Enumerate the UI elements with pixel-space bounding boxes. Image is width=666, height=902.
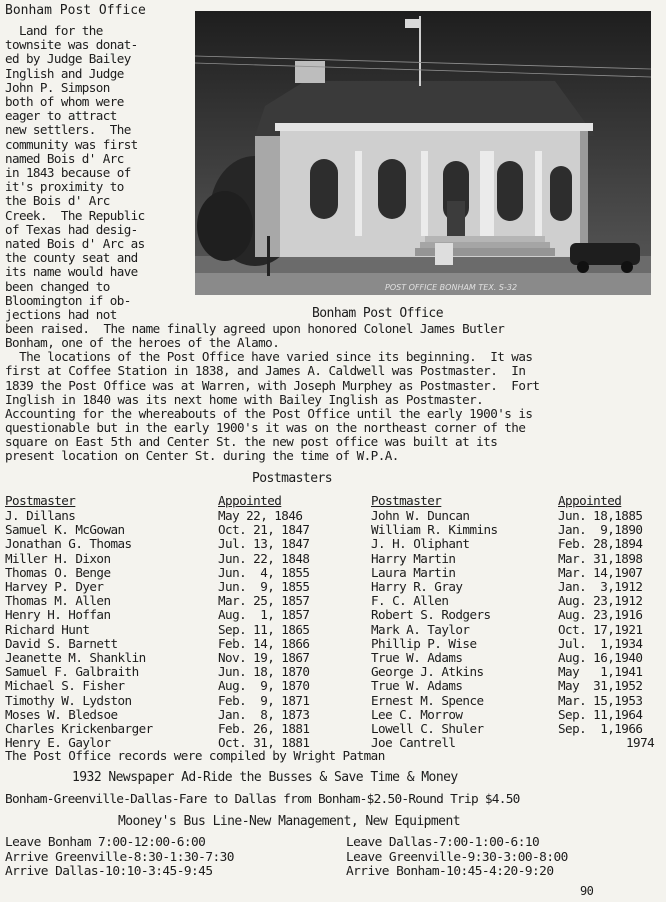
appointed-date: 1974 bbox=[626, 735, 655, 751]
intro-line: new settlers. The bbox=[5, 122, 131, 138]
intro-line: ed by Judge Bailey bbox=[5, 51, 131, 67]
postmaster-name: Lowell C. Shuler bbox=[371, 721, 484, 736]
paragraph-line: been raised. The name finally agreed upon honored Colonel James Butler bbox=[5, 321, 505, 336]
postmaster-name: Michael S. Fisher bbox=[5, 678, 125, 694]
intro-line: townsite was donat- bbox=[5, 37, 138, 53]
appointed-date: Mar. 31,1898 bbox=[558, 550, 643, 566]
postmaster-name: Jeanette M. Shanklin bbox=[5, 650, 146, 665]
appointed-date: Aug. 16,1940 bbox=[558, 650, 643, 665]
appointed-date: Jun. 22, 1848 bbox=[218, 550, 310, 566]
appointed-date: May 22, 1846 bbox=[218, 508, 303, 523]
postmaster-name: David S. Barnett bbox=[5, 635, 118, 651]
right-postmaster-header: Postmaster bbox=[371, 493, 442, 508]
appointed-date: Oct. 17,1921 bbox=[558, 621, 643, 637]
records-note: The Post Office records were compiled by Wright Patman bbox=[5, 748, 385, 763]
left-appointed-header: Appointed bbox=[218, 493, 282, 508]
postmaster-name: Mark A. Taylor bbox=[371, 621, 470, 637]
postmaster-name: True W. Adams bbox=[371, 678, 463, 694]
postmaster-name: True W. Adams bbox=[371, 650, 463, 665]
schedule-line: Arrive Bonham-10:45-4:20-9:20 bbox=[346, 864, 554, 879]
appointed-date: Nov. 19, 1867 bbox=[218, 650, 310, 665]
appointed-date: May 31,1952 bbox=[558, 678, 643, 694]
postmaster-name: Ernest M. Spence bbox=[371, 692, 484, 708]
intro-line: both of whom were bbox=[5, 94, 124, 110]
postmaster-name: Harry R. Gray bbox=[371, 579, 463, 594]
postmaster-name: Moses W. Bledsoe bbox=[5, 706, 118, 722]
appointed-date: Jul. 1,1934 bbox=[558, 635, 643, 651]
appointed-date: Sep. 11, 1865 bbox=[218, 621, 310, 637]
appointed-date: Jun. 9, 1855 bbox=[218, 579, 310, 594]
paragraph-line: Accounting for the whereabouts of the Post Office until the early 1900's is bbox=[5, 405, 533, 421]
intro-line: been changed to bbox=[5, 278, 110, 294]
postmaster-name: Henry H. Hoffan bbox=[5, 607, 111, 623]
intro-line: nated Bois d' Arc as bbox=[5, 236, 145, 252]
intro-line: it's proximity to bbox=[5, 179, 124, 195]
intro-line: of Texas had desig- bbox=[5, 221, 138, 237]
appointed-date: Feb. 26, 1881 bbox=[218, 721, 310, 736]
appointed-date: Sep. 11,1964 bbox=[558, 706, 643, 722]
intro-line: John P. Simpson bbox=[5, 79, 110, 95]
appointed-date: Jun. 18,1885 bbox=[558, 508, 643, 523]
post-office-photo bbox=[195, 11, 651, 295]
postmaster-name: Joe Cantrell bbox=[371, 735, 456, 751]
postmaster-name: F. C. Allen bbox=[371, 593, 449, 609]
schedule-line: Leave Greenville-9:30-3:00-8:00 bbox=[346, 849, 568, 865]
postmaster-name: Henry E. Gaylor bbox=[5, 735, 111, 751]
intro-line: in 1843 because of bbox=[5, 165, 131, 181]
appointed-date: Jul. 13, 1847 bbox=[218, 536, 310, 552]
postmaster-name: Lee C. Morrow bbox=[371, 706, 463, 722]
postmaster-name: Harry Martin bbox=[371, 550, 456, 566]
appointed-date: Oct. 31, 1881 bbox=[218, 735, 310, 751]
left-postmaster-header: Postmaster bbox=[5, 493, 76, 508]
postmaster-name: Samuel K. McGowan bbox=[5, 522, 125, 538]
ad-line-1: 1932 Newspaper Ad-Ride the Busses & Save Time & Money bbox=[72, 770, 458, 785]
paragraph-line: present location on Center St. during the time of W.P.A. bbox=[5, 448, 399, 464]
appointed-date: Aug. 23,1912 bbox=[558, 593, 643, 609]
photo-stamp: POST OFFICE BONHAM TEX. S-32 bbox=[385, 283, 518, 292]
intro-line: Land for the bbox=[5, 23, 103, 38]
appointed-date: Jun. 18, 1870 bbox=[218, 664, 310, 680]
paragraph-line: first at Coffee Station in 1838, and James A. Caldwell was Postmaster. In bbox=[5, 363, 526, 379]
postmaster-name: Miller H. Dixon bbox=[5, 550, 111, 566]
postmaster-name: George J. Atkins bbox=[371, 664, 484, 680]
postmaster-name: J. Dillans bbox=[5, 508, 76, 523]
postmaster-name: John W. Duncan bbox=[371, 508, 470, 523]
schedule-line: Arrive Greenville-8:30-1:30-7:30 bbox=[5, 849, 234, 865]
intro-line: Bloomington if ob- bbox=[5, 292, 131, 308]
appointed-date: Mar. 25, 1857 bbox=[218, 593, 310, 609]
appointed-date: Sep. 1,1966 bbox=[558, 721, 643, 736]
postmaster-name: Thomas M. Allen bbox=[5, 593, 111, 609]
intro-line: Inglish and Judge bbox=[5, 65, 124, 81]
appointed-date: Aug. 23,1916 bbox=[558, 607, 643, 623]
right-appointed-header: Appointed bbox=[558, 493, 622, 508]
appointed-date: Feb. 9, 1871 bbox=[218, 692, 310, 708]
intro-line: jections had not bbox=[5, 307, 117, 323]
postmaster-name: William R. Kimmins bbox=[371, 522, 498, 538]
schedule-line: Leave Bonham 7:00-12:00-6:00 bbox=[5, 835, 206, 850]
postmaster-name: Charles Krickenbarger bbox=[5, 721, 153, 736]
postmaster-name: Phillip P. Wise bbox=[371, 635, 477, 651]
appointed-date: Oct. 21, 1847 bbox=[218, 522, 310, 538]
appointed-date: May 1,1941 bbox=[558, 664, 643, 680]
appointed-date: Mar. 14,1907 bbox=[558, 564, 643, 580]
postmaster-name: Thomas O. Benge bbox=[5, 564, 111, 580]
ad-line-2: Bonham-Greenville-Dallas-Fare to Dallas from Bonham-$2.50-Round Trip $4.50 bbox=[5, 792, 520, 807]
intro-line: eager to attract bbox=[5, 108, 117, 124]
appointed-date: Jan. 9,1890 bbox=[558, 522, 643, 538]
schedule-line: Leave Dallas-7:00-1:00-6:10 bbox=[346, 835, 540, 850]
intro-line: community was first bbox=[5, 136, 138, 152]
appointed-date: Aug. 1, 1857 bbox=[218, 607, 310, 623]
paragraph-line: The locations of the Post Office have varied since its beginning. It was bbox=[5, 349, 533, 365]
paragraph-line: Bonham, one of the heroes of the Alamo. bbox=[5, 335, 280, 351]
appointed-date: Jun. 4, 1855 bbox=[218, 564, 310, 580]
intro-line: Creek. The Republic bbox=[5, 207, 145, 223]
postmaster-name: Richard Hunt bbox=[5, 621, 90, 637]
postmaster-name: Timothy W. Lydston bbox=[5, 692, 132, 708]
post-office-building-image bbox=[195, 11, 651, 295]
appointed-date: Jan. 3,1912 bbox=[558, 579, 643, 594]
appointed-date: Mar. 15,1953 bbox=[558, 692, 643, 708]
appointed-date: Feb. 28,1894 bbox=[558, 536, 643, 552]
appointed-date: Feb. 14, 1866 bbox=[218, 635, 310, 651]
postmasters-title: Postmasters bbox=[252, 471, 333, 486]
intro-line: the Bois d' Arc bbox=[5, 193, 110, 209]
ad-line-3: Mooney's Bus Line-New Management, New Equipment bbox=[118, 814, 461, 829]
photo-caption: Bonham Post Office bbox=[312, 306, 443, 321]
paragraph-line: questionable but in the early 1900's it was on the northeast corner of the bbox=[5, 420, 526, 436]
intro-line: its name would have bbox=[5, 264, 138, 280]
page-heading: Bonham Post Office bbox=[5, 3, 146, 18]
schedule-line: Arrive Dallas-10:10-3:45-9:45 bbox=[5, 864, 213, 879]
page-number: 90 bbox=[580, 884, 594, 898]
postmaster-name: Jonathan G. Thomas bbox=[5, 536, 132, 552]
postmaster-name: Samuel F. Galbraith bbox=[5, 664, 139, 680]
paragraph-line: 1839 the Post Office was at Warren, with Joseph Murphey as Postmaster. Fort bbox=[5, 377, 540, 393]
appointed-date: Aug. 9, 1870 bbox=[218, 678, 310, 694]
appointed-date: Jan. 8, 1873 bbox=[218, 706, 310, 722]
postmaster-name: Laura Martin bbox=[371, 564, 456, 580]
postmaster-name: Robert S. Rodgers bbox=[371, 607, 491, 623]
intro-line: the county seat and bbox=[5, 250, 138, 266]
postmaster-name: J. H. Oliphant bbox=[371, 536, 470, 552]
intro-text bbox=[5, 24, 185, 322]
intro-line: named Bois d' Arc bbox=[5, 150, 124, 166]
paragraph-line: square on East 5th and Center St. the new post office was built at its bbox=[5, 434, 498, 450]
postmaster-name: Harvey P. Dyer bbox=[5, 579, 104, 594]
paragraph-line: Inglish in 1840 was its next home with Bailey Inglish as Postmaster. bbox=[5, 391, 484, 407]
